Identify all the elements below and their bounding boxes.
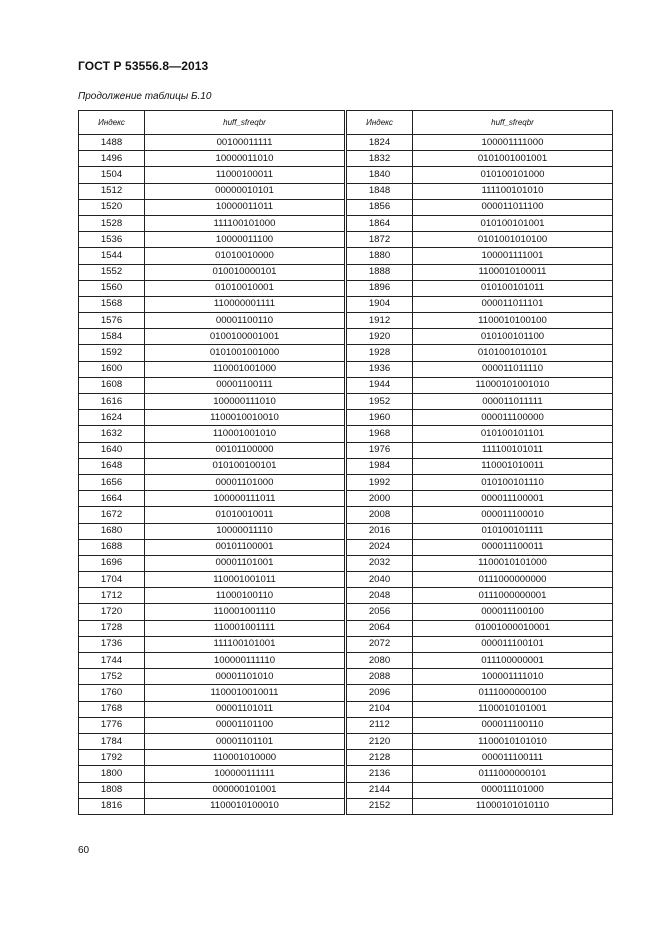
table-row [347,215,613,231]
index-cell: 1688 [79,539,145,555]
index-cell: 1744 [79,653,145,669]
index-cell: 2040 [347,572,413,588]
index-cell: 1752 [79,669,145,685]
table-row [79,135,345,151]
table-row [347,685,613,701]
table-row [79,232,345,248]
index-cell: 2056 [347,604,413,620]
table-row [347,701,613,717]
code-cell: 000011100000 [413,410,613,426]
code-cell: 011100000001 [413,653,613,669]
table-row [79,491,345,507]
code-cell: 100001111000 [413,135,613,151]
index-cell: 2064 [347,620,413,636]
code-cell: 000011101000 [413,782,613,798]
table-row [347,717,613,733]
table-row [347,539,613,555]
code-cell: 000011011110 [413,361,613,377]
code-cell: 000011100011 [413,539,613,555]
code-cell: 00101100000 [145,442,345,458]
index-cell: 1808 [79,782,145,798]
code-cell: 100000111111 [145,766,345,782]
index-cell: 1728 [79,620,145,636]
index-cell: 2120 [347,733,413,749]
table-row [79,377,345,393]
index-cell: 1536 [79,232,145,248]
table-row [347,361,613,377]
index-cell: 1552 [79,264,145,280]
code-cell: 0101001001001 [413,151,613,167]
index-cell: 1560 [79,280,145,296]
table-row [79,555,345,571]
code-cell: 000011100110 [413,717,613,733]
table-row [79,701,345,717]
table-row [79,426,345,442]
table-row [347,782,613,798]
index-cell: 1968 [347,426,413,442]
index-cell: 1976 [347,442,413,458]
table-row [347,766,613,782]
index-cell: 1584 [79,329,145,345]
table-row [347,410,613,426]
table-row [347,232,613,248]
code-cell: 1100010010011 [145,685,345,701]
index-cell: 1920 [347,329,413,345]
index-cell: 1912 [347,313,413,329]
code-cell: 110001001111 [145,620,345,636]
code-cell: 000011011111 [413,394,613,410]
table-row [79,669,345,685]
index-cell: 1656 [79,474,145,490]
index-cell: 1960 [347,410,413,426]
code-cell: 000011011100 [413,199,613,215]
code-cell: 010100101000 [413,167,613,183]
index-cell: 2048 [347,588,413,604]
code-cell: 000011100100 [413,604,613,620]
table-row [347,572,613,588]
code-cell: 01001000010001 [413,620,613,636]
code-cell: 010100101100 [413,329,613,345]
code-cell: 1100010101010 [413,733,613,749]
table-row [79,636,345,652]
code-cell: 100000111011 [145,491,345,507]
index-cell: 1600 [79,361,145,377]
index-cell: 1672 [79,507,145,523]
table-header-row [79,111,345,135]
code-cell: 00001100110 [145,313,345,329]
index-cell: 2016 [347,523,413,539]
code-cell: 11000100110 [145,588,345,604]
code-cell: 000011100111 [413,750,613,766]
code-cell: 00001101101 [145,733,345,749]
code-cell: 100001111010 [413,669,613,685]
table-row [79,361,345,377]
table-row [347,442,613,458]
table-row [347,555,613,571]
table-row [79,458,345,474]
code-cell: 00001101001 [145,555,345,571]
code-cell: 010100101101 [413,426,613,442]
table-row [347,135,613,151]
table-row [347,653,613,669]
table-row [347,280,613,296]
table-row [347,329,613,345]
index-cell: 1944 [347,377,413,393]
code-table-right [346,110,613,815]
table-row [79,329,345,345]
index-cell: 2024 [347,539,413,555]
code-cell: 01010010001 [145,280,345,296]
code-cell: 010100101001 [413,215,613,231]
code-cell: 01010010000 [145,248,345,264]
code-cell: 110001001110 [145,604,345,620]
index-cell: 2144 [347,782,413,798]
code-cell: 1100010101000 [413,555,613,571]
table-row [347,750,613,766]
index-cell: 1800 [79,766,145,782]
table-row [79,572,345,588]
index-cell: 2008 [347,507,413,523]
table-row [347,426,613,442]
table-row [79,167,345,183]
code-cell: 010100101110 [413,474,613,490]
table-row [347,604,613,620]
code-cell: 00001101000 [145,474,345,490]
table-row [347,313,613,329]
index-cell: 1872 [347,232,413,248]
index-cell: 1768 [79,701,145,717]
table-row [79,199,345,215]
index-cell: 1712 [79,588,145,604]
table-row [347,474,613,490]
table-row [347,167,613,183]
code-cell: 100000111110 [145,653,345,669]
index-cell: 1568 [79,296,145,312]
code-cell: 111100101011 [413,442,613,458]
index-cell: 1664 [79,491,145,507]
table-row [79,183,345,199]
code-cell: 110001001011 [145,572,345,588]
table-row [79,766,345,782]
index-cell: 1904 [347,296,413,312]
code-cell: 1100010100011 [413,264,613,280]
document-title: ГОСТ Р 53556.8—2013 [78,59,209,73]
table-row [79,313,345,329]
code-cell: 00101100001 [145,539,345,555]
table-row [347,248,613,264]
table-row [79,345,345,361]
index-cell: 2104 [347,701,413,717]
index-cell: 2072 [347,636,413,652]
table-row [347,199,613,215]
index-cell: 1488 [79,135,145,151]
code-cell: 0101001010100 [413,232,613,248]
index-cell: 1632 [79,426,145,442]
index-cell: 1840 [347,167,413,183]
table-row [347,345,613,361]
code-cell: 10000011100 [145,232,345,248]
index-cell: 2096 [347,685,413,701]
index-cell: 1696 [79,555,145,571]
code-cell: 010100101011 [413,280,613,296]
code-cell: 110001001000 [145,361,345,377]
index-cell: 1864 [347,215,413,231]
index-cell: 1576 [79,313,145,329]
column-header-code: huff_sfreqbr [145,111,345,135]
index-cell: 1832 [347,151,413,167]
code-cell: 1100010100010 [145,798,345,814]
code-cell: 010100101111 [413,523,613,539]
index-cell: 1640 [79,442,145,458]
table-row [79,523,345,539]
code-cell: 10000011011 [145,199,345,215]
code-cell: 10000011110 [145,523,345,539]
index-cell: 1936 [347,361,413,377]
code-cell: 00001101011 [145,701,345,717]
table-row [79,410,345,426]
index-cell: 1952 [347,394,413,410]
code-cell: 110001010011 [413,458,613,474]
table-row [79,798,345,814]
code-cell: 110001001010 [145,426,345,442]
index-cell: 2032 [347,555,413,571]
index-cell: 1592 [79,345,145,361]
index-cell: 1816 [79,798,145,814]
code-cell: 11000101001010 [413,377,613,393]
table-row [347,636,613,652]
index-cell: 1496 [79,151,145,167]
code-cell: 111100101001 [145,636,345,652]
index-cell: 1784 [79,733,145,749]
index-cell: 1704 [79,572,145,588]
code-cell: 11000100011 [145,167,345,183]
table-header-row [347,111,613,135]
column-header-code: huff_sfreqbr [413,111,613,135]
code-cell: 11000101010110 [413,798,613,814]
column-header-index: Индекс [347,111,413,135]
table-row [79,507,345,523]
index-cell: 1544 [79,248,145,264]
table-row [347,377,613,393]
table-row [347,523,613,539]
code-cell: 000011100010 [413,507,613,523]
page-number: 60 [78,845,90,856]
code-cell: 01010010011 [145,507,345,523]
table-row [347,458,613,474]
index-cell: 1824 [347,135,413,151]
code-cell: 000000101001 [145,782,345,798]
code-cell: 00001100111 [145,377,345,393]
table-row [347,264,613,280]
index-cell: 1520 [79,199,145,215]
index-cell: 2088 [347,669,413,685]
index-cell: 1512 [79,183,145,199]
index-cell: 1992 [347,474,413,490]
table-row [79,588,345,604]
table-row [79,750,345,766]
table-row [347,296,613,312]
index-cell: 1736 [79,636,145,652]
index-cell: 1648 [79,458,145,474]
code-cell: 010100100101 [145,458,345,474]
code-cell: 0111000000100 [413,685,613,701]
table-row [79,474,345,490]
table-row [347,507,613,523]
table-row [347,183,613,199]
index-cell: 1888 [347,264,413,280]
index-cell: 1776 [79,717,145,733]
index-cell: 2128 [347,750,413,766]
table-row [79,604,345,620]
table-caption: Продолжение таблицы Б.10 [78,91,212,102]
index-cell: 1856 [347,199,413,215]
table-row [79,539,345,555]
table-row [79,280,345,296]
code-cell: 000011011101 [413,296,613,312]
code-cell: 00001101100 [145,717,345,733]
table-row [79,442,345,458]
code-table-left [78,110,345,815]
code-cell: 1100010101001 [413,701,613,717]
code-cell: 00000010101 [145,183,345,199]
code-cell: 0111000000000 [413,572,613,588]
code-cell: 100000111010 [145,394,345,410]
table-row [79,151,345,167]
code-cell: 100001111001 [413,248,613,264]
code-cell: 111100101010 [413,183,613,199]
index-cell: 1720 [79,604,145,620]
code-cell: 1100010100100 [413,313,613,329]
index-cell: 2000 [347,491,413,507]
index-cell: 1792 [79,750,145,766]
table-row [79,248,345,264]
table-row [347,733,613,749]
index-cell: 1928 [347,345,413,361]
table-row [79,717,345,733]
table-row [79,782,345,798]
code-cell: 0111000000001 [413,588,613,604]
code-cell: 0101001001000 [145,345,345,361]
index-cell: 1848 [347,183,413,199]
index-cell: 1760 [79,685,145,701]
code-cell: 1100010010010 [145,410,345,426]
table-row [347,394,613,410]
table-row [347,620,613,636]
code-cell: 111100101000 [145,215,345,231]
table-row [347,491,613,507]
index-cell: 1624 [79,410,145,426]
index-cell: 2112 [347,717,413,733]
table-row [79,733,345,749]
table-row [347,151,613,167]
index-cell: 1528 [79,215,145,231]
table-row [79,215,345,231]
index-cell: 2136 [347,766,413,782]
code-cell: 0111000000101 [413,766,613,782]
index-cell: 1616 [79,394,145,410]
column-header-index: Индекс [79,111,145,135]
index-cell: 1504 [79,167,145,183]
code-cell: 0101001010101 [413,345,613,361]
table-row [79,264,345,280]
code-cell: 00100011111 [145,135,345,151]
code-cell: 000011100101 [413,636,613,652]
table-row [79,685,345,701]
code-cell: 00001101010 [145,669,345,685]
table-row [79,620,345,636]
code-cell: 010010000101 [145,264,345,280]
index-cell: 2080 [347,653,413,669]
table-row [79,653,345,669]
table-row [347,588,613,604]
index-cell: 1984 [347,458,413,474]
table-row [79,296,345,312]
code-cell: 10000011010 [145,151,345,167]
table-row [347,669,613,685]
index-cell: 1680 [79,523,145,539]
code-cell: 110001010000 [145,750,345,766]
index-cell: 1608 [79,377,145,393]
table-row [79,394,345,410]
table-row [347,798,613,814]
code-cell: 0100100001001 [145,329,345,345]
index-cell: 2152 [347,798,413,814]
code-cell: 110000001111 [145,296,345,312]
index-cell: 1896 [347,280,413,296]
code-cell: 000011100001 [413,491,613,507]
index-cell: 1880 [347,248,413,264]
